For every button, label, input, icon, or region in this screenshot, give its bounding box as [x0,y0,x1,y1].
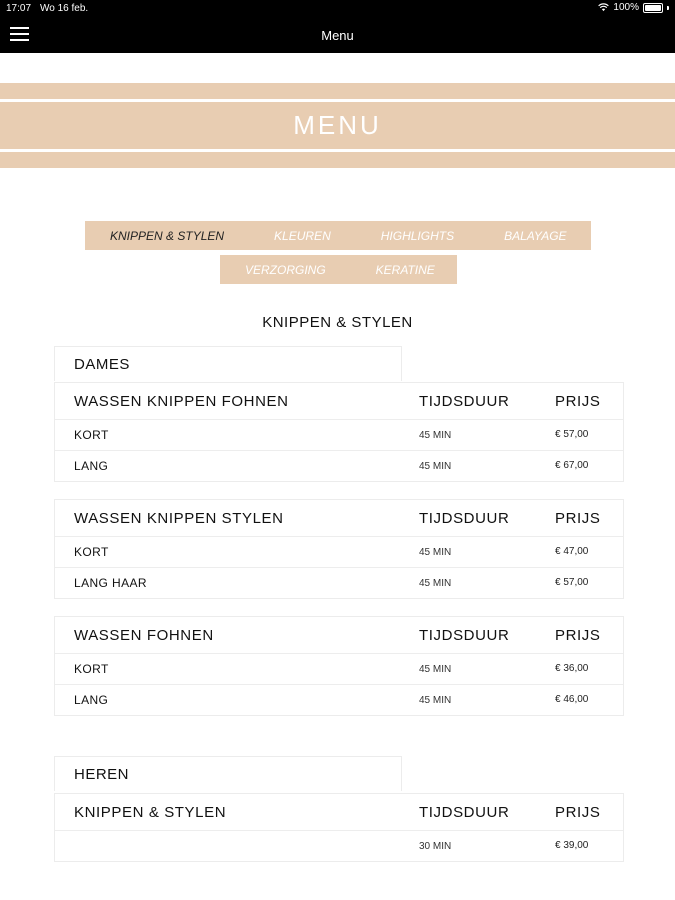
nav-title: Menu [321,28,354,43]
battery-icon [643,3,663,13]
battery-tip [667,6,669,10]
group-label-text: DAMES [74,356,130,373]
row-name: KORT [74,662,109,676]
service-row [55,537,623,568]
row-duration: 45 MIN [419,547,452,558]
service-row [55,568,623,598]
service-name: WASSEN KNIPPEN FOHNEN [74,393,289,410]
row-duration: 45 MIN [419,664,452,675]
duration-header: TIJDSDUUR [419,627,510,644]
service-name: KNIPPEN & STYLEN [74,804,227,821]
duration-header: TIJDSDUUR [419,393,510,410]
service-header [55,617,623,654]
banner-stripe-bottom [0,152,675,168]
group-label-heren [54,756,402,791]
service-card-wassen-knippen-fohnen [54,382,624,482]
row-price: € 36,00 [555,663,589,674]
battery-percentage: 100% [613,2,639,13]
tab-verzorging[interactable]: VERZORGING [245,262,326,277]
category-tabs-row-2 [220,255,457,284]
row-duration: 45 MIN [419,578,452,589]
row-price: € 57,00 [555,577,589,588]
row-duration: 45 MIN [419,430,452,441]
status-indicators [598,2,669,13]
section-title: KNIPPEN & STYLEN [262,314,413,331]
price-header: PRIJS [555,627,601,644]
service-card-wassen-fohnen [54,616,624,716]
service-name: WASSEN FOHNEN [74,627,214,644]
service-row [55,831,623,861]
tab-knippen-stylen[interactable]: KNIPPEN & STYLEN [110,228,225,243]
service-header [55,500,623,537]
status-time: 17:07 [6,3,32,14]
row-price: € 57,00 [555,429,589,440]
tab-balayage[interactable]: BALAYAGE [504,228,567,243]
duration-header: TIJDSDUUR [419,804,510,821]
banner-stripe-top [0,83,675,99]
row-name: LANG [74,693,109,707]
row-duration: 30 MIN [419,841,452,852]
service-card-heren-knippen-stylen [54,793,624,862]
service-row [55,451,623,481]
top-bar [0,0,675,53]
service-header [55,794,623,831]
status-date: Wo 16 feb. [40,3,89,14]
row-name: LANG HAAR [74,576,147,590]
tab-highlights[interactable]: HIGHLIGHTS [380,228,455,243]
service-name: WASSEN KNIPPEN STYLEN [74,510,284,527]
group-label-dames [54,346,402,381]
row-duration: 45 MIN [419,695,452,706]
category-tabs-row-1 [85,221,591,250]
price-header: PRIJS [555,804,601,821]
service-card-wassen-knippen-stylen [54,499,624,599]
row-price: € 39,00 [555,840,589,851]
row-name: KORT [74,545,109,559]
service-row [55,654,623,685]
tab-kleuren[interactable]: KLEUREN [274,228,331,243]
price-header: PRIJS [555,393,601,410]
service-row [55,420,623,451]
row-duration: 45 MIN [419,461,452,472]
row-price: € 67,00 [555,460,589,471]
row-name: KORT [74,428,109,442]
tab-keratine[interactable]: KERATINE [375,262,435,277]
duration-header: TIJDSDUUR [419,510,510,527]
row-name: LANG [74,459,109,473]
service-header [55,383,623,420]
service-row [55,685,623,715]
group-label-text: HEREN [74,766,130,783]
price-header: PRIJS [555,510,601,527]
row-price: € 47,00 [555,546,589,557]
banner-title: MENU [293,110,382,140]
row-price: € 46,00 [555,694,589,705]
wifi-icon [598,3,609,12]
